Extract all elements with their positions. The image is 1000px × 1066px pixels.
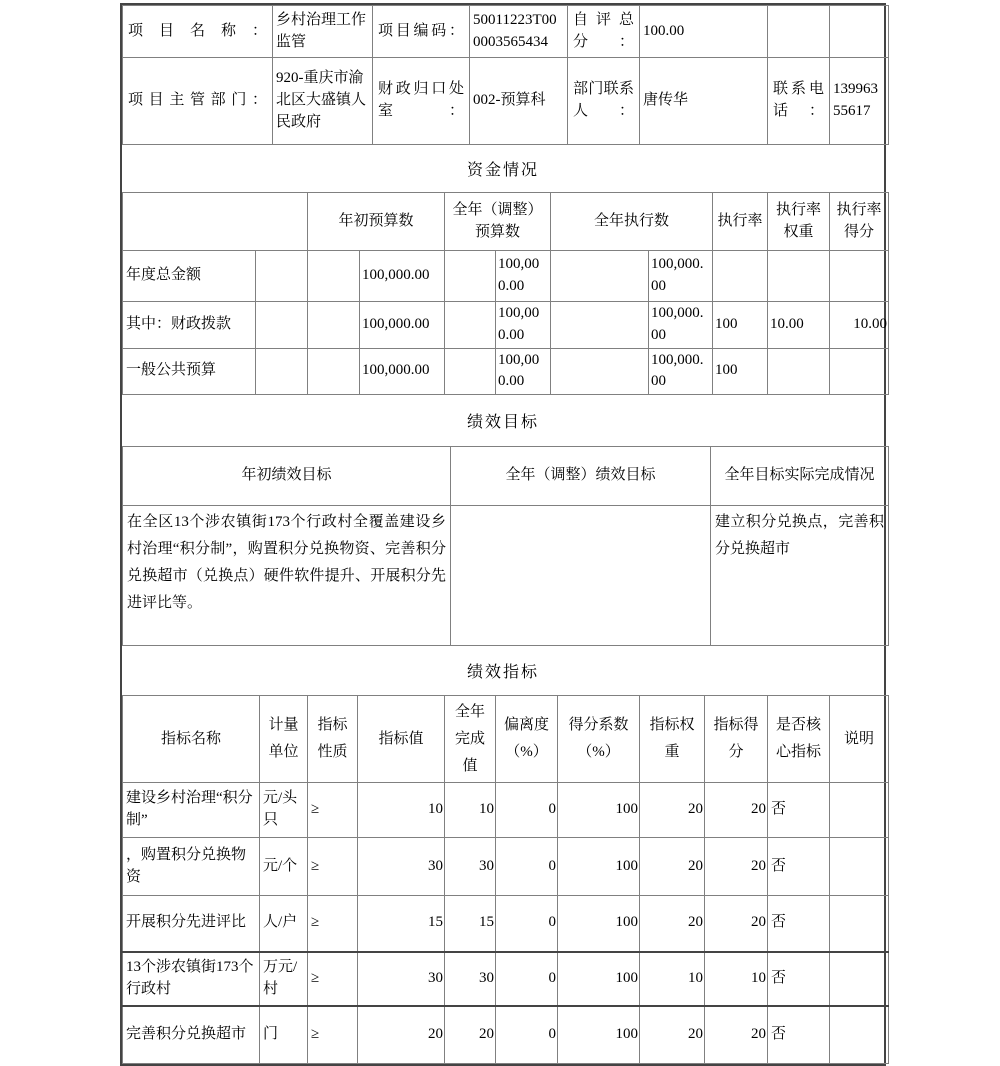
indicator-row xyxy=(123,952,889,1006)
coefficient-header: 得分系数（%） xyxy=(558,696,640,783)
note-header: 说明 xyxy=(830,696,889,783)
contact-value: 唐传华 xyxy=(640,58,768,145)
indicator-weight: 10 xyxy=(640,952,705,1006)
actual-goal-header: 全年目标实际完成情况 xyxy=(711,447,889,506)
office-value: 002-预算科 xyxy=(470,58,568,145)
indicator-deviation: 0 xyxy=(496,783,558,838)
indicator-name-header: 指标名称 xyxy=(123,696,260,783)
indicator-note xyxy=(830,1006,889,1064)
indicator-completed: 30 xyxy=(445,952,496,1006)
indicator-coefficient: 100 xyxy=(558,896,640,952)
indicator-completed: 30 xyxy=(445,838,496,896)
rate-weight-header: 执行率权重 xyxy=(768,193,830,251)
funding-row-fiscal xyxy=(123,302,889,349)
indicator-score: 20 xyxy=(705,896,768,952)
executed-header: 全年执行数 xyxy=(551,193,713,251)
rate-weight-value: 10.00 xyxy=(768,302,830,349)
indicator-core: 否 xyxy=(768,896,830,952)
deviation-header: 偏离度（%） xyxy=(496,696,558,783)
evaluation-table xyxy=(120,3,886,1066)
basic-info-row-2 xyxy=(123,58,889,145)
indicator-completed: 15 xyxy=(445,896,496,952)
project-name-label: 项目名称： xyxy=(123,6,273,58)
indicator-score: 20 xyxy=(705,1006,768,1064)
initial-budget-value: 100,000.00 xyxy=(360,251,445,302)
indicator-note xyxy=(830,783,889,838)
initial-budget-value: 100,000.00 xyxy=(360,302,445,349)
indicator-nature: ≥ xyxy=(308,896,358,952)
empty-cell xyxy=(551,302,649,349)
indicator-row xyxy=(123,1006,889,1064)
score-header: 指标得分 xyxy=(705,696,768,783)
empty-cell xyxy=(256,348,308,395)
basic-info-table xyxy=(122,5,889,145)
empty-cell xyxy=(768,6,830,58)
indicator-name: 13个涉农镇街173个行政村 xyxy=(123,952,260,1006)
indicator-note xyxy=(830,896,889,952)
empty-header-cell xyxy=(123,193,308,251)
rate-weight-value xyxy=(768,251,830,302)
completed-header: 全年完成值 xyxy=(445,696,496,783)
adjusted-goal-text xyxy=(451,506,711,646)
funding-header-row xyxy=(123,193,889,251)
adjusted-budget-value: 100,000.00 xyxy=(496,348,551,395)
funding-row-total xyxy=(123,251,889,302)
indicators-table xyxy=(122,695,889,1064)
rate-score-value xyxy=(830,348,889,395)
indicator-score: 20 xyxy=(705,783,768,838)
funding-section-title: 资金情况 xyxy=(122,145,884,192)
funding-row-label: 年度总金额 xyxy=(123,251,256,302)
empty-cell xyxy=(551,251,649,302)
goals-header-row xyxy=(123,447,889,506)
indicator-target: 20 xyxy=(358,1006,445,1064)
executed-value: 100,000.00 xyxy=(649,251,713,302)
indicator-unit: 万元/村 xyxy=(260,952,308,1006)
indicator-name: ，购置积分兑换物资 xyxy=(123,838,260,896)
basic-info-row-1 xyxy=(123,6,889,58)
indicator-note xyxy=(830,952,889,1006)
unit-header: 计量单位 xyxy=(260,696,308,783)
self-score-label: 自评总分： xyxy=(568,6,640,58)
empty-cell xyxy=(308,251,360,302)
funding-row-label: 一般公共预算 xyxy=(123,348,256,395)
indicator-coefficient: 100 xyxy=(558,838,640,896)
phone-value: 13996355617 xyxy=(830,58,889,145)
rate-value xyxy=(713,251,768,302)
indicator-name: 开展积分先进评比 xyxy=(123,896,260,952)
indicator-core: 否 xyxy=(768,1006,830,1064)
goals-content-row xyxy=(123,506,889,646)
goals-section-title: 绩效目标 xyxy=(122,395,884,446)
adjusted-budget-header: 全年（调整）预算数 xyxy=(445,193,551,251)
indicator-completed: 10 xyxy=(445,783,496,838)
rate-score-value xyxy=(830,251,889,302)
project-name-value: 乡村治理工作监管 xyxy=(273,6,373,58)
indicator-score: 20 xyxy=(705,838,768,896)
indicator-deviation: 0 xyxy=(496,1006,558,1064)
indicator-unit: 元/头只 xyxy=(260,783,308,838)
adjusted-budget-value: 100,000.00 xyxy=(496,302,551,349)
empty-cell xyxy=(256,251,308,302)
self-score-value: 100.00 xyxy=(640,6,768,58)
indicator-score: 10 xyxy=(705,952,768,1006)
funding-row-public xyxy=(123,348,889,395)
nature-header: 指标性质 xyxy=(308,696,358,783)
weight-header: 指标权重 xyxy=(640,696,705,783)
indicator-weight: 20 xyxy=(640,896,705,952)
empty-cell xyxy=(551,348,649,395)
rate-value: 100 xyxy=(713,348,768,395)
empty-cell xyxy=(308,348,360,395)
indicator-nature: ≥ xyxy=(308,952,358,1006)
indicator-nature: ≥ xyxy=(308,783,358,838)
empty-cell xyxy=(308,302,360,349)
funding-table xyxy=(122,192,889,395)
indicator-deviation: 0 xyxy=(496,838,558,896)
indicators-section-title: 绩效指标 xyxy=(122,646,884,695)
indicator-name: 建设乡村治理“积分制” xyxy=(123,783,260,838)
project-code-label: 项目编码： xyxy=(373,6,470,58)
adjusted-goal-header: 全年（调整）绩效目标 xyxy=(451,447,711,506)
funding-row-label: 其中：财政拨款 xyxy=(123,302,256,349)
indicator-note xyxy=(830,838,889,896)
core-header: 是否核心指标 xyxy=(768,696,830,783)
indicator-deviation: 0 xyxy=(496,896,558,952)
indicator-weight: 20 xyxy=(640,1006,705,1064)
office-label: 财政归口处室： xyxy=(373,58,470,145)
empty-cell xyxy=(445,302,496,349)
indicator-row xyxy=(123,838,889,896)
indicator-core: 否 xyxy=(768,783,830,838)
indicator-core: 否 xyxy=(768,952,830,1006)
indicator-name: 完善积分兑换超市 xyxy=(123,1006,260,1064)
rate-score-header: 执行率得分 xyxy=(830,193,889,251)
indicator-unit: 门 xyxy=(260,1006,308,1064)
empty-cell xyxy=(445,251,496,302)
indicators-header-row xyxy=(123,696,889,783)
indicator-core: 否 xyxy=(768,838,830,896)
indicator-weight: 20 xyxy=(640,783,705,838)
indicator-unit: 人/户 xyxy=(260,896,308,952)
dept-label: 项目主管部门： xyxy=(123,58,273,145)
indicator-weight: 20 xyxy=(640,838,705,896)
indicator-target: 30 xyxy=(358,952,445,1006)
indicator-target: 10 xyxy=(358,783,445,838)
executed-value: 100,000.00 xyxy=(649,348,713,395)
executed-value: 100,000.00 xyxy=(649,302,713,349)
indicator-coefficient: 100 xyxy=(558,1006,640,1064)
indicator-target: 30 xyxy=(358,838,445,896)
goals-table xyxy=(122,446,889,646)
initial-goal-text: 在全区13个涉农镇街173个行政村全覆盖建设乡村治理“积分制”，购置积分兑换物资、完善积分兑换超市（兑换点）硬件软件提升、开展积分先进评比等。 xyxy=(123,506,451,646)
indicator-deviation: 0 xyxy=(496,952,558,1006)
indicator-coefficient: 100 xyxy=(558,783,640,838)
indicator-row xyxy=(123,896,889,952)
indicator-row xyxy=(123,783,889,838)
initial-budget-header: 年初预算数 xyxy=(308,193,445,251)
dept-value: 920-重庆市渝北区大盛镇人民政府 xyxy=(273,58,373,145)
initial-budget-value: 100,000.00 xyxy=(360,348,445,395)
initial-goal-header: 年初绩效目标 xyxy=(123,447,451,506)
contact-label: 部门联系人： xyxy=(568,58,640,145)
empty-cell xyxy=(256,302,308,349)
target-header: 指标值 xyxy=(358,696,445,783)
empty-cell xyxy=(830,6,889,58)
adjusted-budget-value: 100,000.00 xyxy=(496,251,551,302)
indicator-completed: 20 xyxy=(445,1006,496,1064)
rate-score-value: 10.00 xyxy=(830,302,889,349)
indicator-unit: 元/个 xyxy=(260,838,308,896)
indicator-target: 15 xyxy=(358,896,445,952)
rate-header: 执行率 xyxy=(713,193,768,251)
rate-weight-value xyxy=(768,348,830,395)
project-code-value: 50011223T000003565434 xyxy=(470,6,568,58)
empty-cell xyxy=(445,348,496,395)
rate-value: 100 xyxy=(713,302,768,349)
indicator-coefficient: 100 xyxy=(558,952,640,1006)
actual-goal-text: 建立积分兑换点，完善积分兑换超市 xyxy=(711,506,889,646)
phone-label: 联系电话： xyxy=(768,58,830,145)
indicator-nature: ≥ xyxy=(308,838,358,896)
indicator-nature: ≥ xyxy=(308,1006,358,1064)
